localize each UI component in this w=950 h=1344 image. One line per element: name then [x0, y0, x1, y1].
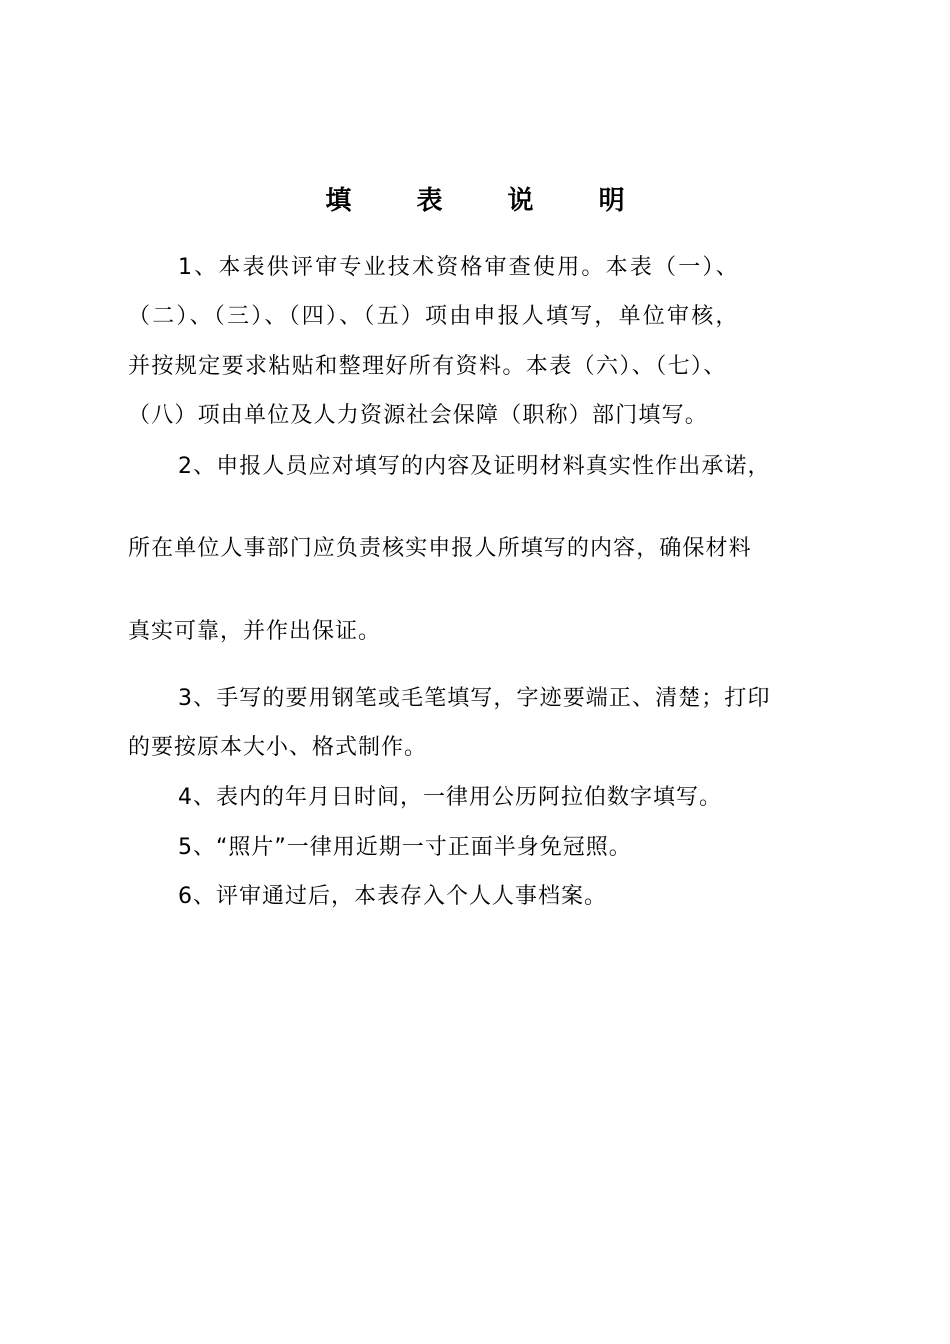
paragraph-line: 2、申报人员应对填写的内容及证明材料真实性作出承诺， [178, 454, 771, 479]
paragraph-line: 1、本表供评审专业技术资格审查使用。本表（一）、 [178, 255, 740, 280]
paragraph-line: （二）、（三）、（四）、（五）项由申报人填写，单位审核， [128, 304, 740, 329]
paragraph-line: 6、评审通过后，本表存入个人人事档案。 [178, 884, 607, 909]
paragraph-line: 5、“照片”一律用近期一寸正面半身免冠照。 [178, 835, 632, 860]
paragraph-line: 的要按原本大小、格式制作。 [128, 735, 428, 760]
paragraph-line: 所在单位人事部门应负责核实申报人所填写的内容，确保材料 [128, 536, 752, 561]
paragraph-line: 4、表内的年月日时间，一律用公历阿拉伯数字填写。 [178, 785, 722, 810]
page-title: 填 表 说 明 [325, 186, 653, 216]
paragraph-line: 并按规定要求粘贴和整理好所有资料。本表（六）、（七）、 [128, 354, 727, 379]
paragraph-line: 真实可靠，并作出保证。 [128, 619, 382, 644]
paragraph-line: 3、手写的要用钢笔或毛笔填写，字迹要端正、清楚；打印 [178, 686, 771, 711]
paragraph-line: （八）项由单位及人力资源社会保障（职称）部门填写。 [128, 403, 709, 428]
